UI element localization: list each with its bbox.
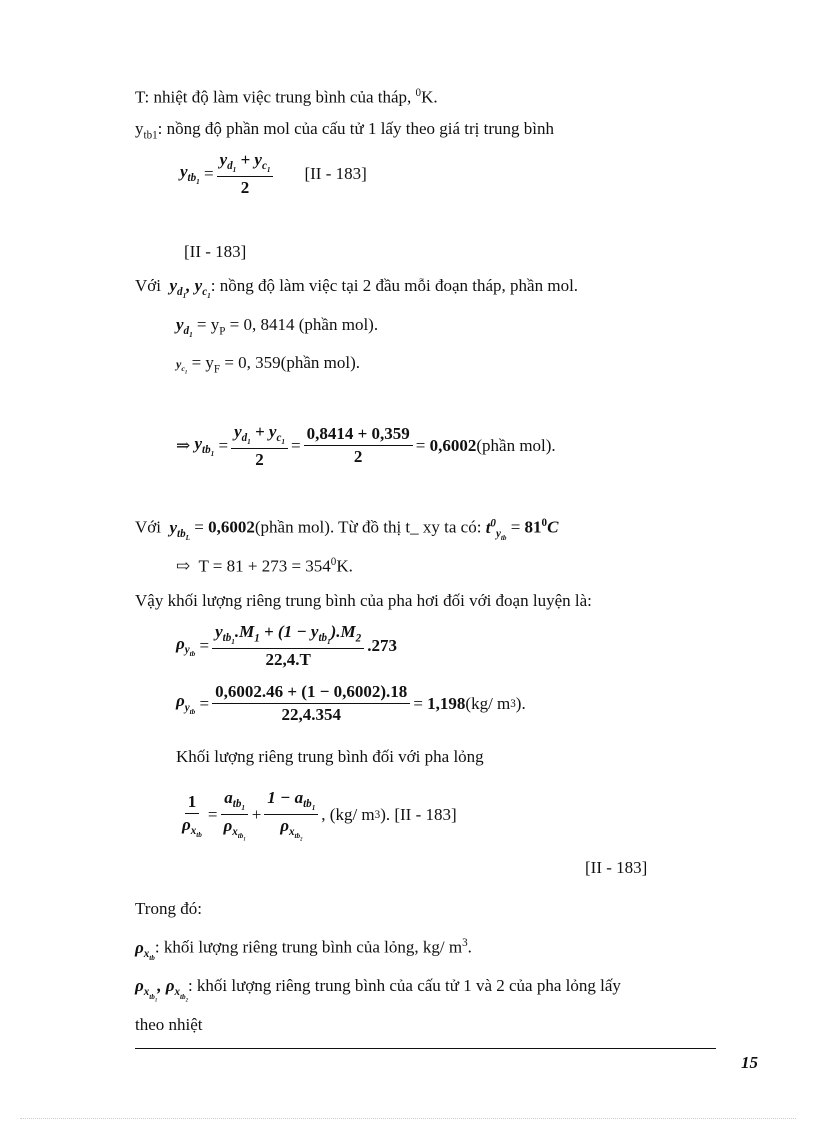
reference-label: [II - 183] <box>184 242 247 261</box>
line-yd-value: $y_{d_1} = y_P = 0$, 8414 (phần mol). <box>176 315 379 340</box>
line-theo-nhiet: theo nhiệt <box>135 1015 203 1034</box>
equation-ytb-average: $y_{tb_1}$ = $\frac{y_{d_1} + y_{c_1}}{2}$ [II - 183] <box>180 150 367 197</box>
line-ytb1: $y_{tb1}$: nồng độ phần mol của cấu tử 1 lấy theo giá trị trung bình <box>135 119 554 142</box>
line-yc-value: $y_{c_1} = y_F = 0$, 359(phần mol). <box>176 353 360 376</box>
line-vay: Vậy khối lượng riêng trung bình của pha hơi đối với đoạn luyện là: <box>135 591 592 610</box>
equation-rho-liquid: $\frac{1}{\rho_{x_{tb}}}$ = $\frac{a_{tb_1}}{\rho_{x_{tb_1}}}$ + $\frac{1 - a_{tb_1}}{\rho_{x_{tb_2}}}$ , (kg/ m 3 ). [II - 183] <box>182 788 457 843</box>
footer-rule <box>135 1048 716 1049</box>
line-trong-do: Trong đó: <box>135 899 202 918</box>
line-khoi-luong: Khối lượng riêng trung bình đối với pha lỏng <box>176 747 484 766</box>
line-voi-ytb: Với $y_{tb_L}$ = 0,6002(phần mol). Từ đồ thị t_ xy ta có: $t^0_{y_{tb}} = 81^0C$ <box>135 517 559 543</box>
implies-icon: ⇒ <box>176 435 191 455</box>
line-rho-x1-x2: $\rho_{x_{tb_1}}$, $\rho_{x_{tb_2}}$: khối lượng riêng trung bình của cấu tử 1 và 2 của pha lỏng lấy <box>135 976 621 1004</box>
line-temperature: T: nhiệt độ làm việc trung bình của tháp, $^0$K. <box>135 87 438 107</box>
page-edge-divider <box>20 1118 796 1119</box>
reference-label-right: [II - 183] <box>585 858 648 877</box>
page-number: 15 <box>741 1053 758 1072</box>
arrow-right-icon: ⇨ <box>176 556 191 576</box>
line-voi-yd-yc: Với $y_{d_1}$, $y_{c_1}$: nồng độ làm việc tại 2 đầu mỗi đoạn tháp, phần mol. <box>135 276 579 301</box>
line-rho-x: $\rho_{x_{tb}}$: khối lượng riêng trung bình của lỏng, kg/ $m^3$. <box>135 937 472 963</box>
equation-ytb-result: ⇒ $y_{tb_1}$ = $\frac{y_{d_1} + y_{c_1}}{2}$ = $\frac{0,8414 + 0,359}{2}$ = 0,6002 (phần mol). <box>176 422 556 469</box>
equation-rho-y-result: $\rho_{y_{tb}}$ = $\frac{0,6002.46 + (1 - 0,6002).18}{22,4.354}$ = 1,198 (kg/ m 3 ). <box>176 682 526 724</box>
equation-rho-y: $\rho_{y_{tb}}$ = $\frac{y_{tb_1}.M_1 + (1 - y_{tb_1}).M_2}{22,4.T}$ .273 <box>176 622 397 669</box>
line-T-value: ⇨ $T = 81 + 273 = 354^0K$. <box>176 556 353 576</box>
